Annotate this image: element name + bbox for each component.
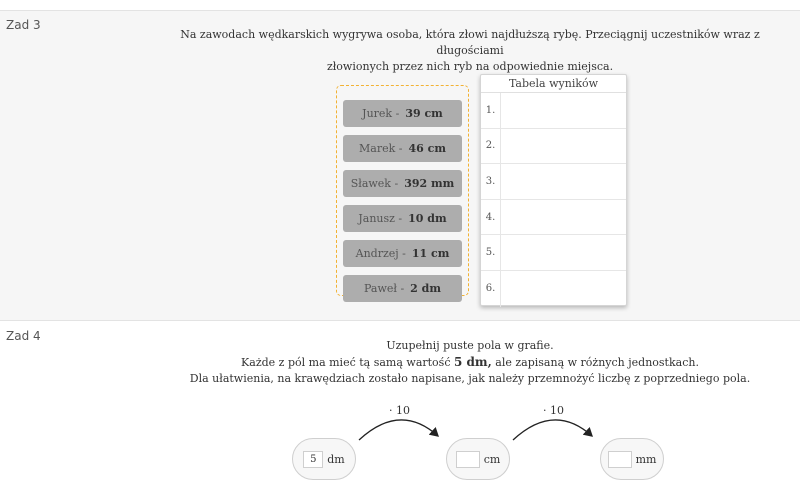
- participant-value: 2 dm: [410, 282, 441, 295]
- task-3-section: [0, 10, 800, 321]
- results-row-number: 4.: [481, 200, 501, 235]
- participant-value: 10 dm: [408, 212, 447, 225]
- results-row: [481, 200, 626, 236]
- graph-node-unit: mm: [635, 452, 657, 466]
- participant-chip[interactable]: [343, 135, 462, 162]
- participant-chip[interactable]: [343, 205, 462, 232]
- participant-value: 11 cm: [411, 247, 450, 260]
- results-row: [481, 129, 626, 165]
- graph-edge-label: · 10: [543, 404, 564, 417]
- graph-node-unit: dm: [327, 452, 345, 466]
- participant-name: Janusz -: [358, 212, 403, 225]
- task-3-instruction-line-2: złowionych przez nich ryb na odpowiednie miejsca.: [326, 60, 614, 73]
- results-drop-slot[interactable]: [502, 235, 626, 270]
- results-row: [481, 164, 626, 200]
- task-4-target-value: 5 dm,: [453, 355, 492, 369]
- results-row: [481, 271, 626, 307]
- participant-value: 39 cm: [405, 107, 443, 120]
- results-drop-slot[interactable]: [502, 93, 626, 128]
- participant-name: Paweł -: [364, 282, 405, 295]
- task-4-instruction-line-2-post: ale zapisaną w różnych jednostkach.: [495, 356, 699, 369]
- participant-chip[interactable]: [343, 240, 462, 267]
- task-4-label: Zad 4: [6, 329, 41, 343]
- participant-name: Andrzej -: [355, 247, 406, 260]
- graph-node-cm: [446, 438, 510, 480]
- results-row-number: 1.: [481, 93, 501, 128]
- participant-chip[interactable]: [343, 275, 462, 302]
- graph-node-value: 5: [303, 451, 323, 468]
- participant-name: Sławek -: [350, 177, 399, 190]
- results-drop-slot[interactable]: [502, 129, 626, 164]
- results-drop-slot[interactable]: [502, 200, 626, 235]
- participant-chip[interactable]: [343, 170, 462, 197]
- graph-edge-arrow: [513, 420, 592, 440]
- results-row: [481, 93, 626, 129]
- task-3-instruction-line-1: Na zawodach wędkarskich wygrywa osoba, która złowi najdłuższą rybę. Przeciągnij uczestników wraz z długościami: [180, 28, 760, 57]
- results-row-number: 2.: [481, 129, 501, 164]
- participant-value: 392 mm: [404, 177, 455, 190]
- participant-chip[interactable]: [343, 100, 462, 127]
- results-drop-slot[interactable]: [502, 164, 626, 199]
- results-row-number: 5.: [481, 235, 501, 270]
- results-table: [480, 74, 627, 306]
- results-row-number: 3.: [481, 164, 501, 199]
- graph-node-input[interactable]: [456, 451, 480, 468]
- results-row: [481, 235, 626, 271]
- participant-name: Marek -: [359, 142, 403, 155]
- graph-node-dm: [292, 438, 356, 480]
- results-drop-slot[interactable]: [502, 271, 626, 307]
- task-4-instruction-line-3: Dla ułatwienia, na krawędziach zostało napisane, jak należy przemnożyć liczbę z poprzedniego pola.: [189, 372, 751, 385]
- participant-name: Jurek -: [362, 107, 400, 120]
- graph-edge-arrow: [359, 420, 438, 440]
- results-table-title: Tabela wyników: [481, 75, 626, 93]
- graph-node-input[interactable]: [608, 451, 632, 468]
- task-4-instruction-line-2-pre: Każde z pól ma mieć tą samą wartość: [241, 356, 451, 369]
- graph-edge-label: · 10: [389, 404, 410, 417]
- task-4-instruction-line-1: Uzupełnij puste pola w grafie.: [386, 339, 554, 352]
- participants-source-list[interactable]: [336, 85, 469, 296]
- participant-value: 46 cm: [408, 142, 446, 155]
- task-4-section: [0, 322, 800, 503]
- results-row-number: 6.: [481, 271, 501, 307]
- graph-node-mm: [600, 438, 664, 480]
- task-3-instruction: [150, 27, 790, 75]
- task-3-label: Zad 3: [6, 18, 41, 32]
- graph-node-unit: cm: [483, 452, 501, 466]
